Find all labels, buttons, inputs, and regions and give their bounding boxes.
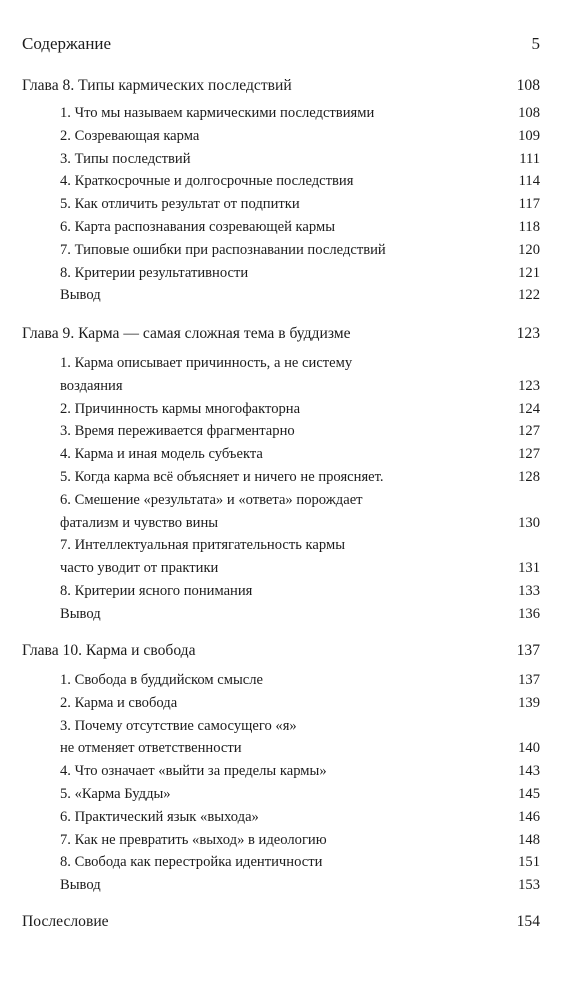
toc-entry — [22, 194, 540, 214]
toc-entry-text: Вывод — [60, 605, 101, 622]
chapter-heading-text: Глава 8. Типы кармических последствий — [22, 77, 292, 94]
toc-entry-text: 3. Время переживается фрагментарно — [60, 423, 295, 440]
afterword-heading-page: 154 — [516, 913, 540, 930]
toc-entry — [22, 149, 540, 169]
toc-entry-page: 114 — [518, 173, 540, 190]
toc-entry — [22, 535, 540, 555]
toc-entry — [22, 263, 540, 283]
toc-entry — [22, 240, 540, 260]
toc-entry-text: 8. Критерии ясного понимания — [60, 583, 253, 599]
toc-entry-page: 122 — [518, 287, 540, 304]
toc-entry-text: воздаяния — [60, 377, 123, 394]
toc-entry — [22, 875, 540, 895]
toc-entry — [22, 444, 540, 464]
toc-entry — [22, 353, 540, 373]
toc-entry-page: 153 — [518, 877, 540, 894]
toc-entry-page: 120 — [518, 241, 540, 258]
toc-entry-page: 145 — [518, 786, 540, 802]
toc-entry-text: фатализм и чувство вины — [60, 514, 219, 531]
toc-entry-page: 108 — [518, 105, 540, 121]
toc-entry — [22, 761, 540, 781]
toc-entry — [22, 285, 540, 305]
toc-entry — [22, 670, 540, 690]
toc-entry-page: 131 — [518, 560, 540, 577]
chapter-heading — [22, 641, 540, 661]
toc-entry — [22, 421, 540, 441]
toc-entry — [22, 217, 540, 237]
toc-entry-text: 4. Краткосрочные и долгосрочные последствия — [60, 173, 354, 190]
chapter-heading-page: 123 — [516, 325, 540, 342]
toc-entry-text: 1. Карма описывает причинность, а не систему — [60, 355, 353, 371]
toc-entry-page: 137 — [518, 672, 540, 688]
toc-entry-page: 143 — [518, 763, 540, 780]
toc-entry — [22, 103, 540, 123]
toc-entry-page: 151 — [518, 854, 540, 871]
chapter-heading-text: Глава 9. Карма — самая сложная тема в буддизме — [22, 325, 351, 342]
toc-entry-text: 1. Свобода в буддийском смысле — [60, 672, 264, 688]
toc-entry — [22, 807, 540, 827]
chapter-heading-page: 137 — [516, 642, 540, 659]
toc-entry-text: 8. Критерии результативности — [60, 264, 249, 281]
toc-entry — [22, 716, 540, 736]
toc-entry-text: 7. Как не превратить «выход» в идеологию — [60, 831, 327, 848]
toc-entry-page: 124 — [518, 400, 540, 417]
toc-entry-text: Вывод — [60, 877, 101, 894]
toc-entry-text: часто уводит от практики — [60, 560, 219, 577]
toc-entry — [22, 558, 540, 578]
toc-entry-text: 8. Свобода как перестройка идентичности — [60, 854, 323, 871]
toc-entry-text: 5. Как отличить результат от подпитки — [60, 196, 300, 213]
toc-entry-text: 2. Карма и свобода — [60, 694, 178, 711]
toc-entry-text: 7. Типовые ошибки при распознавании последствий — [60, 241, 386, 258]
toc-entry-page: 130 — [518, 514, 540, 531]
toc-entry — [22, 467, 540, 487]
toc-entry-page: 139 — [518, 694, 540, 711]
toc-entry-page: 136 — [518, 605, 540, 622]
toc-entry — [22, 376, 540, 396]
chapter-heading — [22, 76, 540, 96]
toc-entry — [22, 513, 540, 533]
toc-entry-text: 6. Карта распознавания созревающей кармы — [60, 219, 335, 235]
toc-entry — [22, 490, 540, 510]
toc-entry — [22, 399, 540, 419]
toc-entry-page: 111 — [519, 150, 540, 167]
toc-entry-page: 146 — [518, 808, 540, 825]
toc-entry — [22, 830, 540, 850]
toc-entry — [22, 126, 540, 146]
toc-entry-text: 2. Причинность кармы многофакторна — [60, 400, 301, 417]
afterword-heading-text: Послесловие — [22, 913, 109, 930]
toc-entry-text: 7. Интеллектуальная притягательность кармы — [60, 537, 346, 554]
toc-entry-text: 1. Что мы называем кармическими последствиями — [60, 105, 375, 121]
toc-entry-page: 128 — [518, 469, 540, 485]
toc-entry — [22, 604, 540, 624]
toc-entry — [22, 171, 540, 191]
afterword-heading — [22, 912, 540, 932]
toc-entry-text: 6. Практический язык «выхода» — [60, 808, 259, 825]
toc-entry-text: 2. Созревающая карма — [60, 127, 200, 144]
toc-entry-page: 127 — [518, 446, 540, 463]
toc-entry-text: 5. «Карма Будды» — [60, 786, 171, 802]
running-title: Содержание — [22, 34, 112, 53]
toc-entry-page: 123 — [518, 377, 540, 394]
toc-entry-page: 127 — [518, 423, 540, 440]
page-number: 5 — [531, 34, 540, 53]
toc-entry-page: 118 — [518, 219, 540, 235]
toc-entry — [22, 784, 540, 804]
toc-entry-text: 4. Карма и иная модель субъекта — [60, 446, 263, 463]
toc-entry-text: 6. Смешение «результата» и «ответа» порождает — [60, 491, 363, 508]
toc-entry — [22, 693, 540, 713]
toc-entry — [22, 738, 540, 758]
toc-entry-text: 3. Типы последствий — [60, 150, 191, 167]
toc-entry-page: 148 — [518, 831, 540, 848]
chapter-heading-page: 108 — [516, 77, 540, 94]
toc-entry-text: 5. Когда карма всё объясняет и ничего не проясняет. — [60, 469, 384, 485]
chapter-heading — [22, 324, 540, 344]
toc-entry-page: 109 — [518, 127, 540, 144]
toc-entry-text: 3. Почему отсутствие самосущего «я» — [60, 717, 297, 734]
page-header — [22, 34, 540, 56]
toc-entry-text: Вывод — [60, 287, 101, 304]
toc-entry-page: 133 — [518, 583, 540, 599]
toc-entry-page: 121 — [518, 264, 540, 281]
toc-entry-page: 117 — [518, 196, 540, 213]
toc-entry-page: 140 — [518, 740, 540, 757]
chapter-heading-text: Глава 10. Карма и свобода — [22, 642, 196, 659]
toc-entry — [22, 852, 540, 872]
toc-entry-text: не отменяет ответственности — [60, 740, 242, 757]
toc-entry-text: 4. Что означает «выйти за пределы кармы» — [60, 763, 327, 780]
toc-entry — [22, 581, 540, 601]
